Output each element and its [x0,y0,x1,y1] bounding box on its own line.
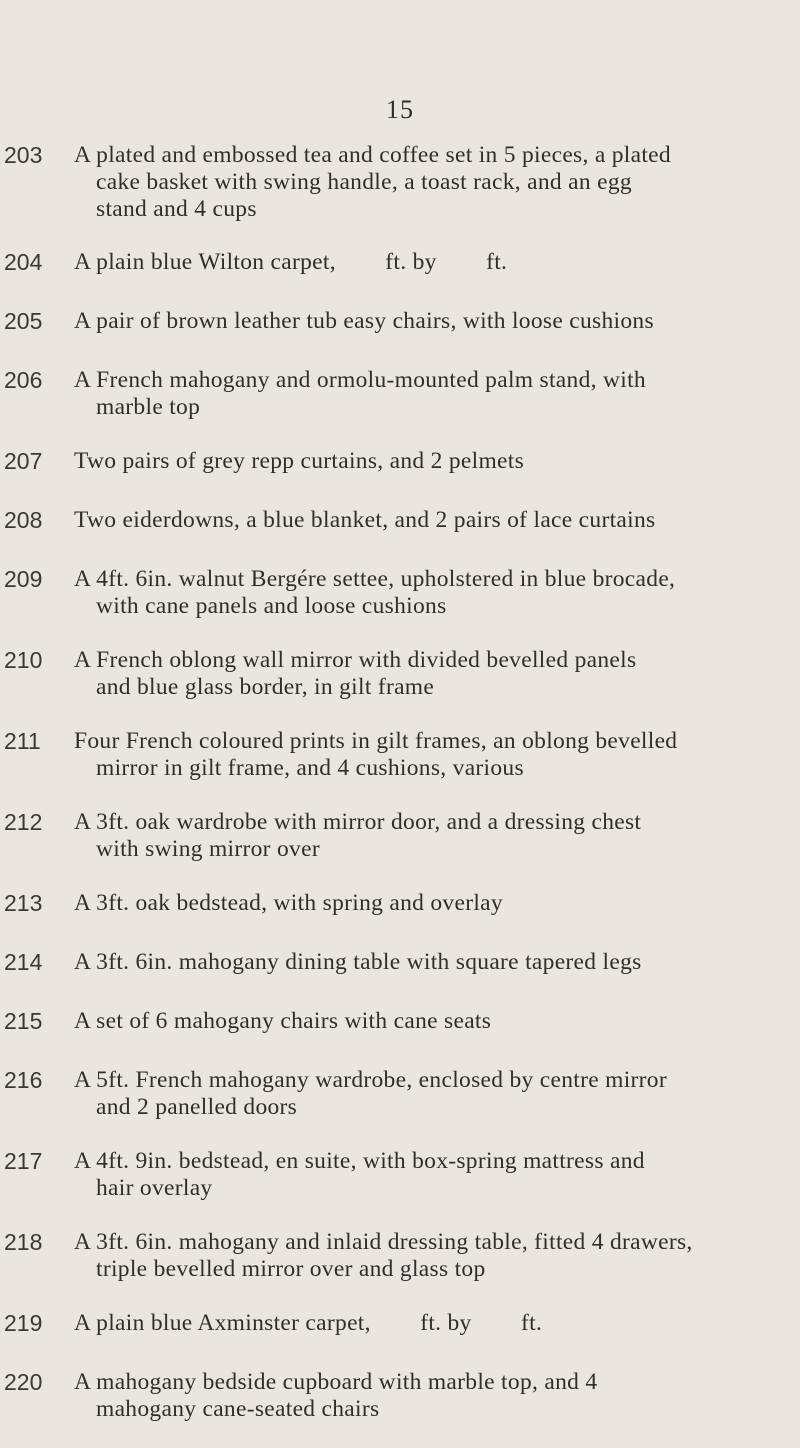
lot-description-line: marble top [96,394,201,420]
lot-number: 218 [4,1229,43,1255]
lot-description [74,1065,774,1121]
lot-entry [0,306,800,365]
lot-description-line: A pair of brown leather tub easy chairs, with loose cushions [74,308,654,334]
lot-description-line: cake basket with swing handle, a toast rack, and an egg [96,169,632,195]
lot-entry [0,726,800,807]
lot-entry [0,645,800,726]
lot-description [74,140,774,223]
lot-description-line: Four French coloured prints in gilt frames, an oblong bevelled [74,728,678,754]
lot-description-line: A 3ft. 6in. mahogany and inlaid dressing table, fitted 4 drawers, [74,1229,693,1255]
lot-number: 216 [4,1067,43,1093]
lot-entry [0,807,800,888]
lot-description [74,1308,774,1337]
lot-entry [0,365,800,446]
lot-description-line: and 2 panelled doors [96,1094,298,1120]
lot-entry [0,1146,800,1227]
lot-description-line: A plain blue Wilton carpet, ft. by ft. [74,249,508,275]
lot-description-line: A 4ft. 9in. bedstead, en suite, with box-spring mattress and [74,1148,645,1174]
page-number: 15 [386,95,414,124]
lot-number: 217 [4,1148,43,1174]
lot-number: 205 [4,308,43,334]
lot-description-line: A 3ft. 6in. mahogany dining table with square tapered legs [74,949,642,975]
lot-number: 208 [4,507,43,533]
lot-description-line: stand and 4 cups [96,196,257,222]
lot-description [74,1227,774,1283]
lot-description-line: A French oblong wall mirror with divided bevelled panels [74,647,637,673]
lot-list [0,140,800,1448]
lot-description [74,645,774,701]
lot-number: 215 [4,1008,43,1034]
lot-description-line: Two pairs of grey repp curtains, and 2 pelmets [74,448,525,474]
lot-description [74,888,774,917]
lot-entry [0,140,800,247]
lot-number: 210 [4,647,43,673]
lot-description [74,564,774,620]
lot-description-line: and blue glass border, in gilt frame [96,674,435,700]
lot-description [74,947,774,976]
lot-description-line: with swing mirror over [96,836,320,862]
lot-number: 213 [4,890,43,916]
lot-entry [0,1308,800,1367]
lot-entry [0,1227,800,1308]
lot-entry [0,446,800,505]
lot-description-line: A set of 6 mahogany chairs with cane seats [74,1008,492,1034]
lot-number: 206 [4,367,43,393]
lot-entry [0,564,800,645]
lot-description-line: A 5ft. French mahogany wardrobe, enclosed by centre mirror [74,1067,667,1093]
lot-number: 204 [4,249,43,275]
lot-number: 212 [4,809,43,835]
lot-number: 211 [4,728,41,754]
lot-description-line: A plated and embossed tea and coffee set in 5 pieces, a plated [74,142,671,168]
lot-entry [0,1006,800,1065]
lot-description-line: Two eiderdowns, a blue blanket, and 2 pairs of lace curtains [74,507,656,533]
lot-description [74,1146,774,1202]
lot-number: 207 [4,448,43,474]
lot-description [74,365,774,421]
lot-description [74,807,774,863]
lot-description-line: A 4ft. 6in. walnut Bergére settee, upholstered in blue brocade, [74,566,676,592]
lot-description-line: hair overlay [96,1175,213,1201]
lot-description-line: A mahogany bedside cupboard with marble top, and 4 [74,1369,598,1395]
lot-entry [0,888,800,947]
lot-description [74,1367,774,1423]
lot-description [74,1006,774,1035]
lot-description-line: mirror in gilt frame, and 4 cushions, various [96,755,524,781]
lot-description-line: with cane panels and loose cushions [96,593,447,619]
lot-description-line: mahogany cane-seated chairs [96,1396,380,1422]
lot-entry [0,247,800,306]
lot-description [74,726,774,782]
lot-description-line: A 3ft. oak wardrobe with mirror door, and a dressing chest [74,809,642,835]
lot-description [74,505,774,534]
lot-entry [0,1367,800,1448]
lot-entry [0,947,800,1006]
lot-number: 219 [4,1310,43,1336]
lot-description [74,306,774,335]
lot-entry [0,505,800,564]
lot-description [74,446,774,475]
lot-number: 214 [4,949,43,975]
lot-description-line: A 3ft. oak bedstead, with spring and overlay [74,890,503,916]
lot-entry [0,1065,800,1146]
lot-description-line: A plain blue Axminster carpet, ft. by ft. [74,1310,543,1336]
lot-description-line: triple bevelled mirror over and glass top [96,1256,486,1282]
lot-number: 220 [4,1369,43,1395]
lot-description-line: A French mahogany and ormolu-mounted palm stand, with [74,367,646,393]
lot-description [74,247,774,276]
lot-number: 209 [4,566,43,592]
lot-number: 203 [4,142,43,168]
